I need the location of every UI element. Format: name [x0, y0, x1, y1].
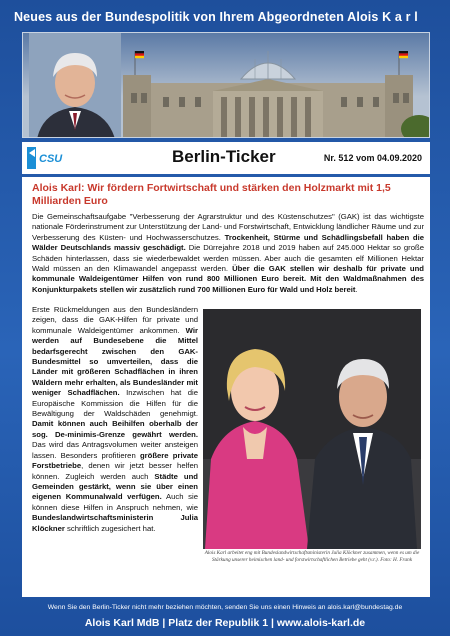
intro-text-run: Über die GAK stellen wir deshalb für private und kommunale Waldeigentümer Hilfen von rund 800 Millionen Euro bereit. Mit den Waldmaßnahmen des Konjunkturpakets stellen wir zusätzlich rund 700 Millionen Euro für Wald und Holz bereit: [32, 264, 424, 294]
ticker-info-bar: [22, 142, 430, 174]
photo-caption: Alois Karl arbeitet eng mit Bundeslandwirtschaftsministerin Julia Klöckner zusammen, wenn es um die Stärkung unserer heimischen land- und forstwirtschaftlichen Betriebe geht (v.r.). Foto: H. Frank: [204, 550, 420, 563]
body-text-run: Bundeslandwirtschaftsministerin Julia Klöckner: [32, 513, 198, 533]
intro-text-run: Die Dürrejahre 2018 und 2019 haben auf 245.000 Hektar so große Schäden hinterlassen, dass sie wiederbewaldet werden müssen. Aber auch die gesamten elf Millionen Hektar Wald müssen an den Klimawandel angepasst werden.: [32, 243, 424, 274]
ticker-title: Berlin-Ticker: [172, 147, 276, 166]
body-text-run: Damit können auch Beihilfen oberhalb der sog. De-minimis-Grenze gewährt werden.: [32, 419, 198, 439]
body-text-run: Das wird das Antragsvolumen weiter ansteigen lassen. Besonders profitieren: [32, 440, 198, 460]
reichstag-banner-image: [22, 32, 430, 138]
body-text-run: schriftlich zugesichert hat.: [64, 523, 156, 533]
article-intro-paragraph: [32, 212, 424, 295]
body-text-run: Wir werden auf Bundesebene die Mittel bedarfsgerecht zwischen den GAK-Bundesmittel so umverteilen, dass die Länder mit größeren Schadflächen in ihren Wäldern mehr erhalten, als Bundesländer mit weniger Schadflächen.: [32, 325, 198, 398]
body-text-run: Städte und Gemeinden gestärkt, wenn sie über einen eigenen Kommunalwald verfügen.: [32, 471, 198, 502]
article-body-column: [32, 305, 198, 534]
body-text-run: Auch sie können diese Hilfen in Anspruch nehmen, wie: [32, 492, 198, 512]
issue-number-date: Nr. 512 vom 04.09.2020: [323, 153, 422, 163]
article-content: [22, 177, 430, 597]
intro-text-run: Die Gemeinschaftsaufgabe "Verbesserung der Agrarstruktur und des Küstenschutzes" (GAK) ist das wichtigste nationale Förderinstrument zur Unterstützung der Land- und Forstwirtschaft, Entwicklung ländlicher Räume und zur Verbesserung des Küsten- und Hochwasserschutzes.: [32, 212, 424, 242]
body-text-run: Erste Rückmeldungen aus den Bundesländern zeigen, dass die GAK-Hilfen für private und kommunale Waldeigentümer ankommen.: [32, 305, 198, 335]
body-text-run: , denen wir jetzt besser helfen können. Zugleich werden auch: [32, 461, 198, 481]
karl-kloeckner-photo: [203, 309, 421, 549]
body-text-run: Inzwischen hat die Europäische Kommission die Hilfen für die Bewältigung der Waldschäden genehmigt.: [32, 388, 198, 419]
contact-footer: Alois Karl MdB | Platz der Republik 1 | www.alois-karl.de: [84, 617, 366, 629]
article-headline: Alois Karl: Wir fördern Fortwirtschaft und stärken den Holzmarkt mit 1,5 Milliarden Euro: [32, 182, 391, 207]
intro-text-run: .: [355, 284, 358, 294]
unsubscribe-note: Wenn Sie den Berlin-Ticker nicht mehr beziehen möchten, senden Sie uns einen Hinweis an alois.karl@bundestag.de: [47, 604, 403, 611]
intro-text-run: Trockenheit, Stürme und Schädlingsbefall haben die Wälder Deutschlands massiv geschädigt.: [32, 232, 424, 253]
newsletter-header-title: Neues aus der Bundespolitik von Ihrem Abgeordneten Alois K a r l: [14, 10, 418, 24]
svg-text:CSU: CSU: [39, 153, 63, 165]
body-text-run: größere private Forstbetriebe: [32, 450, 199, 471]
csu-logo: [26, 145, 72, 171]
